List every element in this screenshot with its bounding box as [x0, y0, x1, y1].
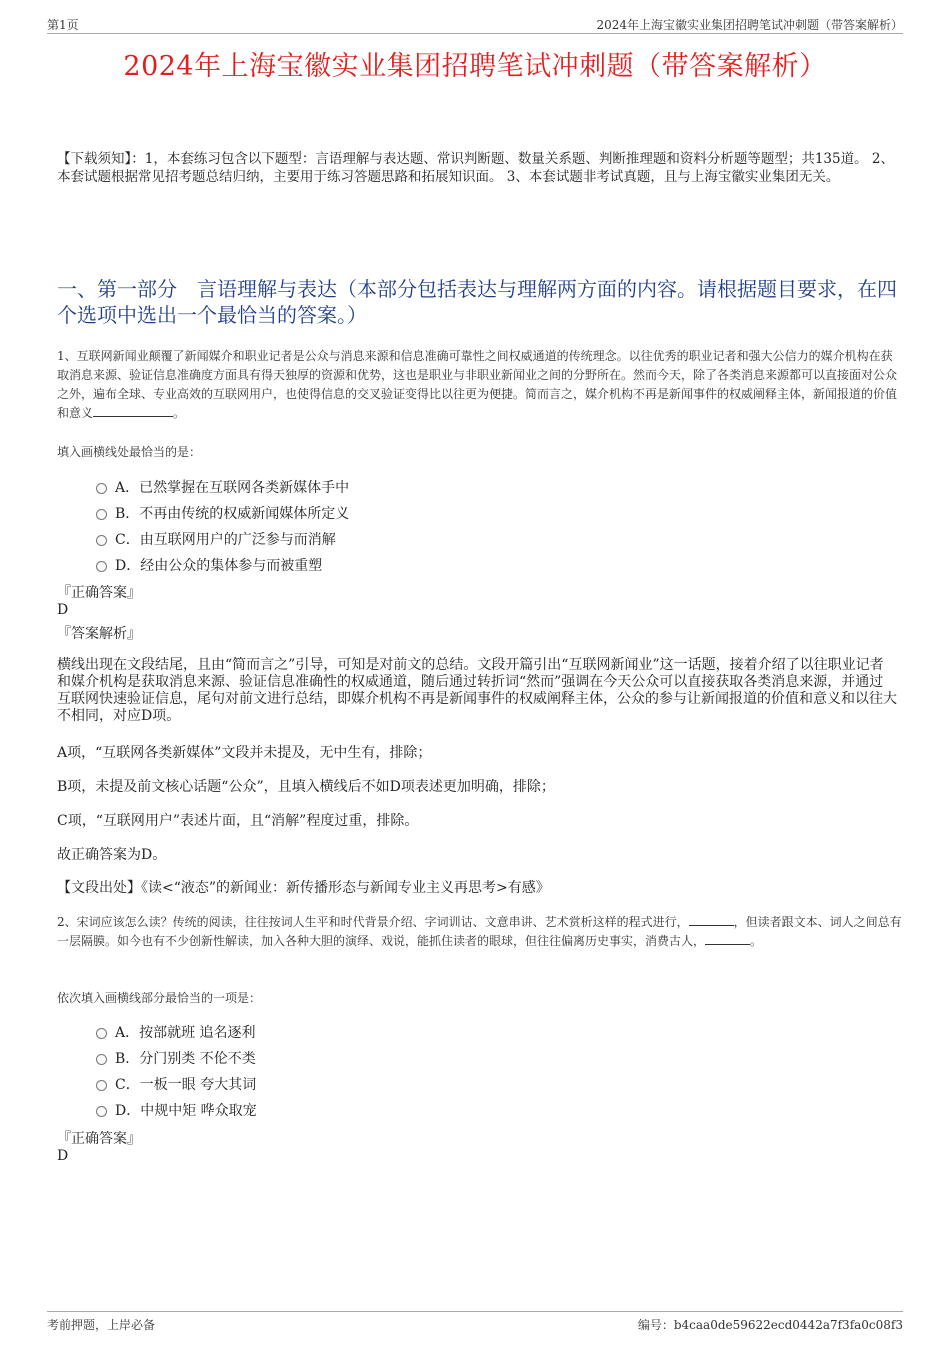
header-doc-title: 2024年上海宝徽实业集团招聘笔试冲刺题（带答案解析）: [596, 18, 903, 32]
option-b[interactable]: B．不再由传统的权威新闻媒体所定义: [96, 503, 349, 523]
analysis-conclusion: 故正确答案为D。: [57, 847, 167, 863]
option-c[interactable]: C．由互联网用户的广泛参与而消解: [96, 529, 336, 549]
correct-answer: D: [57, 602, 69, 618]
radio-icon[interactable]: [96, 1080, 107, 1091]
footer-slogan: 考前押题，上岸必备: [47, 1318, 156, 1332]
radio-icon[interactable]: [96, 1106, 107, 1117]
analysis-paragraph: 横线出现在文段结尾，且由“简而言之”引导，可知是对前文的总结。文段开篇引出“互联网新闻业”这一话题，接着介绍了以往职业记者和媒介机构是获取消息来源、验证信息准确性的权威通道，随后通过转折词“然而”强调在今天公众可以直接获取各类消息来源，并通过互联网快速验证信息，尾句对前文进行总结，即媒介机构不再是新闻事件的权威阐释主体，公众的参与让新闻报道的价值和意义和以往大不相同，对应D项。: [57, 657, 897, 724]
correct-answer-label: 『正确答案』: [57, 1131, 141, 1147]
analysis-option-b: B项，未提及前文核心话题“公众”，且填入横线后不如D项表述更加明确，排除；: [57, 779, 555, 795]
analysis-option-a: A项，“互联网各类新媒体”文段并未提及，无中生有，排除；: [57, 745, 432, 761]
radio-icon[interactable]: [96, 483, 107, 494]
answer-blank: [705, 933, 750, 945]
page-number: 第1页: [47, 18, 79, 32]
download-notice: 【下载须知】：1，本套练习包含以下题型：言语理解与表达题、常识判断题、数量关系题、判断推理题和资料分析题等题型；共135道。 2、本套试题根据常见招考题总结归纳，主要用于练习答题思路和拓展知识面。 3、本套试题非考试真题，且与上海宝徽实业集团无关。: [57, 151, 894, 185]
section-heading: 一、第一部分 言语理解与表达（本部分包括表达与理解两方面的内容。请根据题目要求，在四个选项中选出一个最恰当的答案。）: [57, 277, 897, 327]
correct-answer-label: 『正确答案』: [57, 585, 141, 601]
question-2-prompt: 依次填入画横线部分最恰当的一项是：: [57, 991, 262, 1005]
radio-icon[interactable]: [96, 1028, 107, 1039]
radio-icon[interactable]: [96, 509, 107, 520]
document-title: 2024年上海宝徽实业集团招聘笔试冲刺题（带答案解析）: [123, 51, 827, 82]
option-c[interactable]: C．一板一眼 夸大其词: [96, 1074, 256, 1094]
answer-blank: [93, 405, 173, 417]
page-footer: [47, 1311, 903, 1337]
correct-answer: D: [57, 1148, 69, 1164]
radio-icon[interactable]: [96, 1054, 107, 1065]
radio-icon[interactable]: [96, 561, 107, 572]
page-header: [47, 14, 903, 34]
text-source: 【文段出处】《读<“液态”的新闻业：新传播形态与新闻专业主义再思考>有感》: [57, 880, 550, 896]
option-d[interactable]: D．中规中矩 哗众取宠: [96, 1100, 257, 1120]
footer-serial: 编号：b4caa0de59622ecd0442a7f3fa0c08f3: [637, 1318, 903, 1332]
radio-icon[interactable]: [96, 535, 107, 546]
question-1-prompt: 填入画横线处最恰当的是：: [57, 445, 202, 459]
question-1-text: 1、互联网新闻业颠覆了新闻媒介和职业记者是公众与消息来源和信息准确可靠性之间权威通道的传统理念。以往优秀的职业记者和强大公信力的媒介机构在获取消息来源、验证信息准确度方面具有得天独厚的资源和优势，这也是职业与非职业新闻业之间的分野所在。然而今天，除了各类消息来源都可以直接面对公众之外，遍布全球、专业高效的互联网用户，也使得信息的交叉验证变得比以往更为便捷。简而言之，媒介机构不再是新闻事件的权威阐释主体，新闻报道的价值和意义 。: [57, 349, 898, 420]
analysis-label: 『答案解析』: [57, 626, 141, 642]
option-d[interactable]: D．经由公众的集体参与而被重塑: [96, 555, 322, 575]
question-2-text: 2、宋词应该怎么读？传统的阅读，往往按词人生平和时代背景介绍、字词训诂、文意串讲、艺术赏析这样的程式进行， ，但读者跟文本、词人之间总有一层隔膜。如今也有不少创新性解读，加入各种大胆的演绎、戏说，能抓住读者的眼球，但往往偏离历史事实，消费古人， 。: [57, 915, 902, 948]
answer-blank: [689, 914, 734, 926]
option-b[interactable]: B．分门别类 不伦不类: [96, 1048, 256, 1068]
option-a[interactable]: A．已然掌握在互联网各类新媒体手中: [96, 477, 349, 497]
option-a[interactable]: A．按部就班 追名逐利: [96, 1022, 256, 1042]
analysis-option-c: C项，“互联网用户”表述片面，且“消解”程度过重，排除。: [57, 813, 419, 829]
